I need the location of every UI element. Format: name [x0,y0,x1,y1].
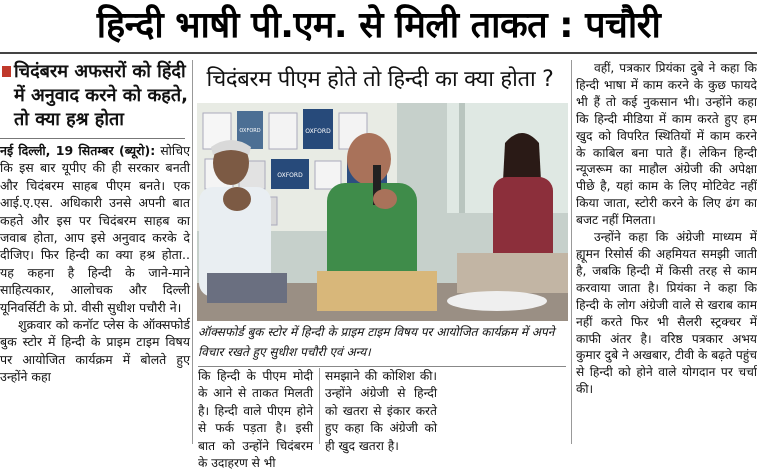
left-body-text: सोचिए कि इस बार यूपीए की ही सरकार बनती और चिदंबरम साहब पीएम बनते। एक आई.ए.एस. अधिकारी उनसे अपनी बात कहते और इस पर चिदंबरम साहब का जवाब होता, आप इसे अनुवाद करके दे दीजिए। फिर हिन्दी का क्या हश्र होता.. यह कहना है हिन्दी के जाने-माने साहित्यकार, आलोचक और दिल्ली यूनिवर्सिटी के प्रो. वीसी सुधीश पचौरी ने। [0,143,190,315]
left-subheadline-text: चिदंबरम अफसरों को हिंदी में अनुवाद करने को कहते, तो क्या हश्र होता [14,61,188,130]
bullet-square-icon [2,66,11,77]
photo-caption: ऑक्सफोर्ड बुक स्टोर में हिन्दी के प्राइम टाइम विषय पर आयोजित कार्यक्रम में अपने विचार रखते हुए सुधीश पचौरी एवं अन्य। [198,322,566,367]
subhead-rule [0,138,185,139]
right-column-divider [571,60,572,444]
main-headline: हिन्दी भाषी पी.एम. से मिली ताकत : पचौरी [96,5,661,46]
middle-column-2-text: समझाने की कोशिश की। उन्होंने अंग्रेजी से हिन्दी को खतरा से इंकार करते हुए कहा कि अंग्रेजी को ही खुद खतरा है। [325,369,437,453]
left-body-paragraph-2: शुक्रवार को कनॉट प्लेस के ऑक्सफोर्ड बुक स्टोर में हिन्दी के प्राइम टाइम विषय पर आयोजित कार्यक्रम में बोलते हुए उन्होंने कहा [0,317,190,385]
headline-rule [0,52,757,54]
photo-sign-1: OXFORD [305,128,331,135]
middle-column-1-text: कि हिन्दी के पीएम मोदी के आने से ताकत मिलती है। हिन्दी वाले पीएम होने से फर्क पड़ता है। इसी बात को उन्होंने चिदंबरम के उदाहरण से भी [198,369,313,471]
right-paragraph-2: उन्होंने कहा कि अंग्रेजी माध्यम में ह्यूमन रिसोर्स की अहमियत समझी जाती है, जबकि हिन्दी में किसी तरह से काम करवाया जाता है। प्रियंका ने कहा कि हिन्दी के लोग अंग्रेजी वाले से खराब काम नहीं करते फिर भी सैलरी स्ट्रक्चर में काफी अंतर है। वरिष्ठ पत्रकार अभय कुमार दुबे ने अखबार, टीवी के बढ़ते पहुंच से हिन्दी को होने वाले योगदान पर चर्चा की। [576,230,757,397]
photo-sign-2: OXFORD [277,172,303,179]
event-photo [197,103,568,321]
middle-divider [319,368,320,444]
left-body-paragraph [0,142,190,316]
middle-headline: चिदंबरम पीएम होते तो हिन्दी का क्या होता ? [206,67,554,92]
left-column [0,60,190,444]
photo-sign-4: OXFORD [239,128,261,134]
dateline: नई दिल्ली, 19 सितम्बर (ब्यूरो): [0,143,156,158]
middle-column-1 [198,368,313,471]
right-paragraph-1: वहीं, पत्रकार प्रियंका दुबे ने कहा कि हिन्दी भाषा में काम करने के कुछ फायदे भी हैं तो कई नुकसान भी। उन्होंने कहा कि हिन्दी मीडिया में काम करते हुए हम खुद को विपरित स्थितियों में काम करने के काबिल बना पाते हैं। लेकिन हिन्दी न्यूजरूम का माहौल अंग्रेजी की अपेक्षा पीछे है, यहां काम के लिए मोटिवेट नहीं किया जाता, स्टोरी करने के लिए ढंग का बजट नहीं मिलता। [576,61,757,228]
column-divider [192,60,193,444]
left-subheadline [0,60,190,132]
right-column [576,60,757,444]
middle-column-2 [325,368,437,453]
event-photo-drawing [197,103,568,321]
